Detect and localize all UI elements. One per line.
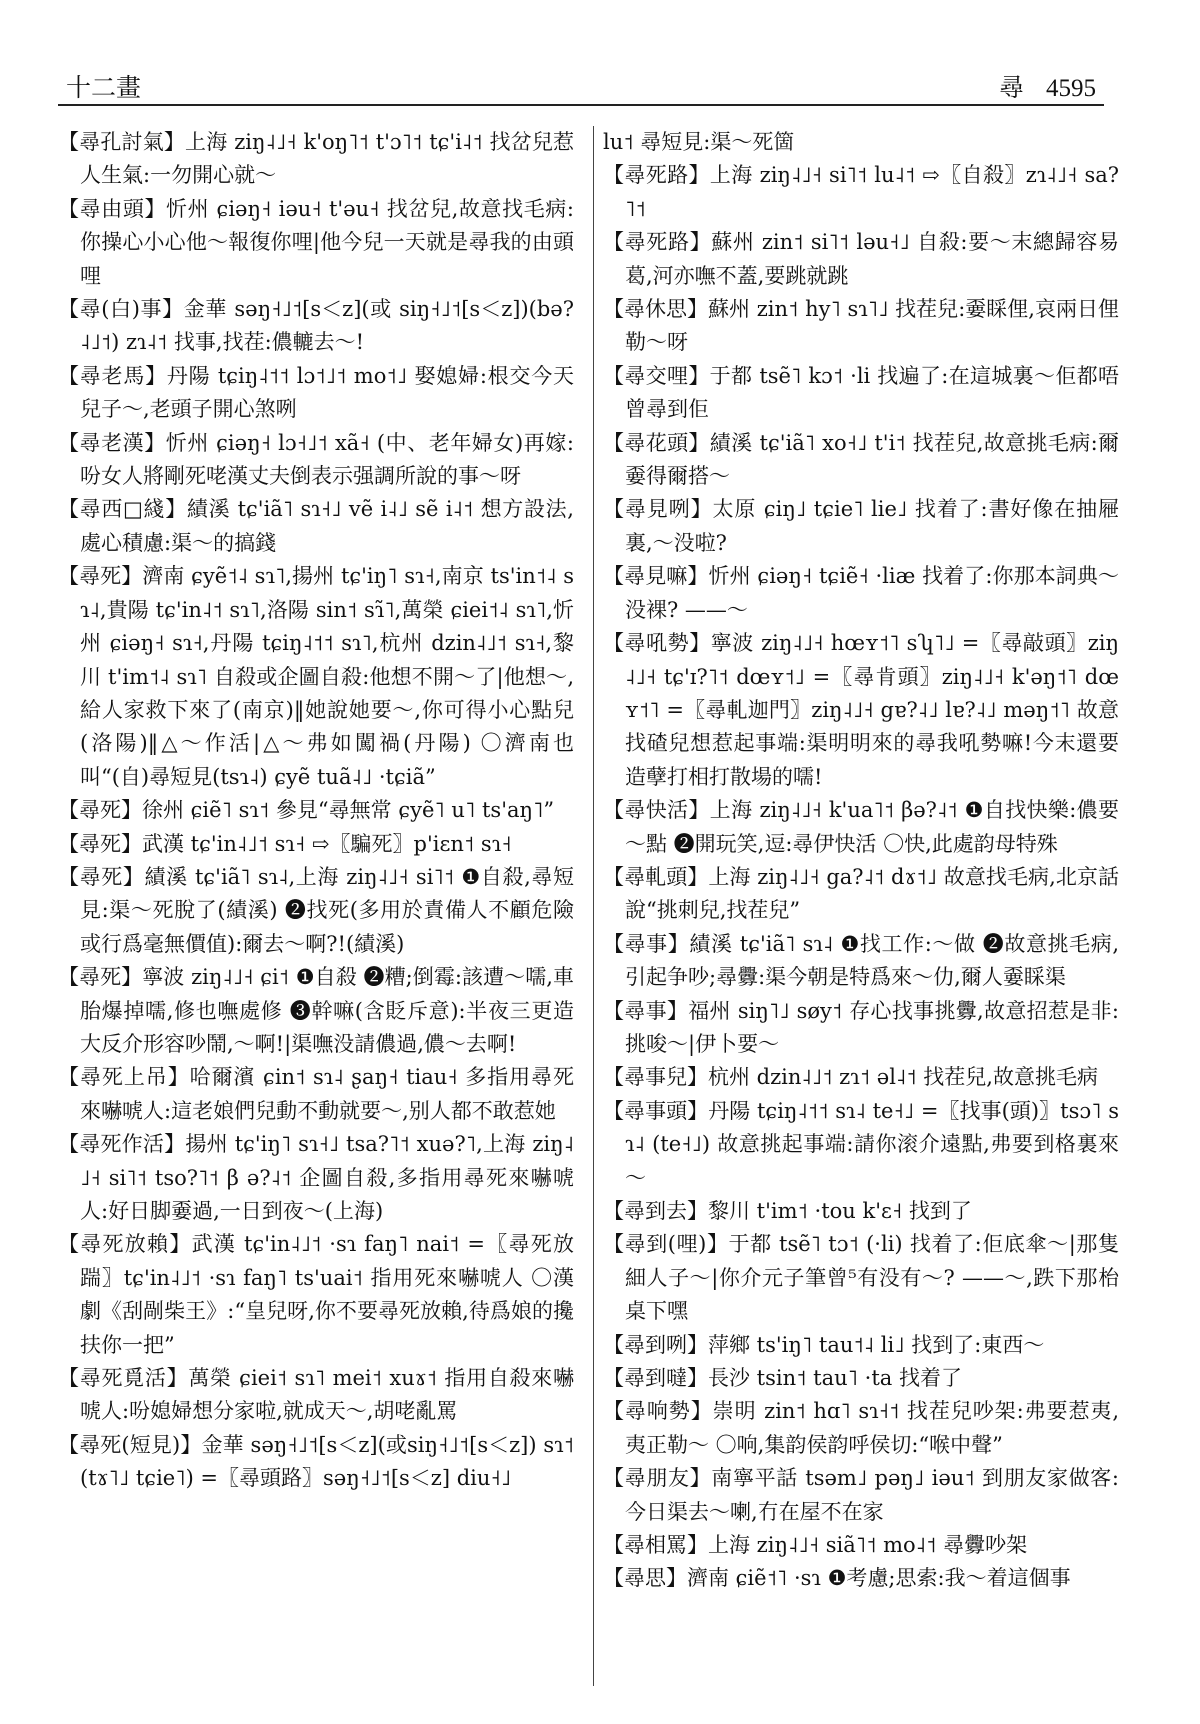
left-column xyxy=(58,126,574,1686)
dictionary-entry: 【尋事】福州 siŋ˥˩ søy˦ 存心找事挑釁,故意招惹是非:挑唆～|伊卜要～ xyxy=(603,998,1119,1056)
head-character: 尋 xyxy=(998,73,1024,102)
dictionary-entry: 【尋交哩】于都 tsẽ˥ kɔ˦ ·li 找遍了:在這城裏～佢都唔曾尋到佢 xyxy=(603,363,1119,422)
dictionary-entry: 【尋事兒】杭州 dzin˨˩˦ zɿ˦ əl˨˦ 找茬兒,故意挑毛病 xyxy=(603,1065,1098,1090)
dictionary-entry: 【尋死】武漢 tɕ'in˨˩˦ sɿ˧ ⇨〖騙死〗p'iɛn˦ sɿ˧ xyxy=(58,831,512,856)
dictionary-entry: 【尋見嘛】忻州 ɕiəŋ˧ tɕiẽ˧ ·liæ 找着了:你那本詞典～没裸? ——～ xyxy=(603,564,1119,622)
section-label: 十二畫 xyxy=(66,73,142,102)
dictionary-entry: 【尋死覓活】萬榮 ɕiei˦ sɿ˥ mei˦ xuɤ˦ 指用自殺來嚇唬人:吩媳婦想分家啦,就成天～,胡咾亂罵 xyxy=(58,1366,574,1424)
dictionary-entry: 【尋西□綫】績溪 tɕ'iã˥ sɿ˧˩ vẽ i˨˩ sẽ i˨˦ 想方設法,處心積慮:渠～的搞錢 xyxy=(58,497,574,555)
page-header xyxy=(58,60,1104,106)
dictionary-entry: 【尋由頭】忻州 ɕiəŋ˧ iəu˧ t'əu˧ 找岔兒,故意找毛病:你操心小心他～報復你哩|他今兒一天就是尋我的由頭哩 xyxy=(58,196,574,288)
dictionary-entry: 【尋死(短見)】金華 səŋ˧˩˦[s＜z](或siŋ˧˩˦[s＜z]) sɿ˦ (tɤ˥˩ tɕie˥) =〖尋頭路〗səŋ˧˩˦[s＜z] diu˧˩ xyxy=(58,1432,574,1491)
dictionary-entry: 【尋孔討氣】上海 ziŋ˨˩˧ k'oŋ˥˦ t'ɔ˥˦ tɕ'i˨˦ 找岔兒惹人生氣:一勿開心就～ xyxy=(58,130,574,188)
dictionary-entry: 【尋軋頭】上海 ziŋ˨˩˧ ga?˨˦ dɤ˦˩ 故意找毛病,北京話說“挑刺兒,找茬兒” xyxy=(603,864,1119,923)
dictionary-entry: 【尋到(哩)】于都 tsẽ˥ tɔ˦ (·li) 找着了:佢底傘～|那隻細人子～|你介元子筆曾⁵有没有～? ——～,跌下那枱桌下嘿 xyxy=(603,1232,1119,1324)
dictionary-entry: 【尋見咧】太原 ɕiŋ˩ tɕie˥ lie˩ 找着了:書好像在抽屜裏,～没啦? xyxy=(603,497,1119,555)
dictionary-entry: 【尋死路】蘇州 zin˦ si˥˦ ləu˧˩ 自殺:要～末總歸容易葛,河亦嘸不蓋,要跳就跳 xyxy=(603,230,1119,288)
dictionary-entry: 【尋事頭】丹陽 tɕiŋ˨˦˦ sɿ˨ te˧˩ =〖找事(頭)〗tsɔ˥ sɿ˨ (te˧˩) 故意挑起事端:請你滚介遠點,弗要到格裏來～ xyxy=(603,1098,1119,1190)
dictionary-entry: 【尋死】績溪 tɕ'iã˥ sɿ˨,上海 ziŋ˨˩˧ si˥˦ ❶自殺,尋短見:渠～死脫了(績溪) ❷找死(多用於責備人不顧危險或行爲毫無價值):爾去～啊?!(績溪) xyxy=(58,864,574,956)
dictionary-entry: 【尋(白)事】金華 səŋ˧˩˦[s＜z](或 siŋ˧˩˦[s＜z])(bə?˨˩˦) zɿ˨˦ 找事,找茬:儂轆去～! xyxy=(58,297,574,355)
page-id xyxy=(999,68,1096,104)
dictionary-entry: 【尋死上吊】哈爾濱 ɕin˦ sɿ˨ ʂaŋ˧ tiau˧ 多指用尋死來嚇唬人:這老娘們兒動不動就要～,别人都不敢惹她 xyxy=(58,1065,574,1123)
dictionary-entry: 【尋朋友】南寧平話 tsəm˩ pəŋ˩ iəu˦ 到朋友家做客:今日渠去～喇,冇在屋不在家 xyxy=(603,1466,1119,1524)
dictionary-entry: 【尋死路】上海 ziŋ˨˩˧ si˥˦ lu˨˦ ⇨〖自殺〗zɿ˨˩˧ sa?˥˦ xyxy=(603,163,1119,221)
dictionary-entry: 【尋死放賴】武漢 tɕ'in˨˩˦ ·sɿ faŋ˥ nai˦ =〖尋死放踹〗tɕ'in˨˩˦ ·sɿ faŋ˥ ts'uai˦ 指用死來嚇唬人 〇漢劇《刮剮柴王》:“皇兒呀,你不要尋死放賴,待爲娘的攙扶你一把” xyxy=(58,1232,574,1357)
dictionary-entry: 【尋到噠】長沙 tsin˦ tau˥ ·ta 找着了 xyxy=(603,1366,962,1391)
dictionary-entry: 【尋死作活】揚州 tɕ'iŋ˥ sɿ˧˩ tsa?˥˦ xuə?˥,上海 ziŋ˨˩˧ si˥˦ tso?˥˦ β ə?˨˦ 企圖自殺,多指用尋死來嚇唬人:好日脚嫑過,一日到夜～(上海) xyxy=(58,1132,574,1223)
dictionary-entry: 【尋花頭】績溪 tɕ'iã˥ xo˧˩ t'i˦ 找茬兒,故意挑毛病:爾嫑得爾搭～ xyxy=(603,430,1119,489)
dictionary-entry: 【尋老漢】忻州 ɕiəŋ˧ lɔ˧˩˦ xã˧ (中、老年婦女)再嫁:吩女人將剛死咾漢丈夫倒表示强調所說的事～呀 xyxy=(58,430,574,489)
dictionary-entry: lu˦ 尋短見:渠～死箇 xyxy=(603,130,795,154)
dictionary-entry: 【尋响勢】崇明 zin˦ hɑ˥ sɿ˧˦ 找茬兒吵架:弗要惹夷,夷正勒～ 〇响,集韵侯韵呼侯切:“喉中聲” xyxy=(603,1399,1119,1457)
dictionary-entry: 【尋到咧】萍鄉 ts'iŋ˥ tau˦˨ li˩ 找到了:東西～ xyxy=(603,1332,1045,1357)
dictionary-entry: 【尋快活】上海 ziŋ˨˩˧ k'ua˥˦ βə?˨˦ ❶自找快樂:儂要～點 ❷開玩笑,逗:尋伊快活 〇快,此處韵母特殊 xyxy=(603,798,1119,856)
dictionary-entry: 【尋老馬】丹陽 tɕiŋ˨˦˦ lɔ˦˩˦ mo˦˩ 娶媳婦:根交今天兒子～,老頭子開心煞咧 xyxy=(58,363,574,422)
dictionary-entry: 【尋思】濟南 ɕiẽ˦˥ ·sɿ ❶考慮;思索:我～着這個事 xyxy=(603,1566,1071,1591)
page-number: 4595 xyxy=(1046,75,1096,102)
dictionary-entry: 【尋休思】蘇州 zin˦ hy˥ sɿ˥˩ 找茬兒:嫑睬俚,哀兩日俚勒～呀 xyxy=(603,297,1119,355)
dictionary-entry: 【尋死】徐州 ɕiẽ˥ sɿ˦ 參見“尋無常 ɕyẽ˥ u˥ ts'aŋ˥” xyxy=(58,798,555,823)
dictionary-entry: 【尋吼勢】寧波 ziŋ˨˩˧ hœʏ˦˥ sʮ˥˩ =〖尋敲頭〗ziŋ˨˩˧ tɕ'ɪ?˥˦ dœʏ˦˩ =〖尋肯頭〗ziŋ˨˩˧ k'əŋ˦˥ dœʏ˦˥ =〖尋軋迦門〗ziŋ˨˩˧ gɐ?˨˩ lɐ?˨˩ məŋ˦˥ 故意找碴兒想惹起事端:渠明明來的尋我吼勢嘛!今末還要造孽打相打散場的嚅! xyxy=(603,631,1119,789)
right-column xyxy=(603,126,1119,1686)
dictionary-entry: 【尋死】寧波 ziŋ˨˩˧ ɕi˦ ❶自殺 ❷糟;倒霉:該遭～嚅,車胎爆掉嚅,修也嘸處修 ❸幹嘛(含貶斥意):半夜三更造大反介形容吵鬧,～啊!|渠嘸没請儂過,儂～去啊! xyxy=(58,965,574,1056)
dictionary-entry: 【尋到去】黎川 t'im˦ ·tou k'ɛ˧ 找到了 xyxy=(603,1199,972,1223)
dictionary-entry: 【尋死】濟南 ɕyẽ˦˨ sɿ˥,揚州 tɕ'iŋ˥ sɿ˧,南京 ts'in˦˨ sɿ˨,貴陽 tɕ'in˨˦ sɿ˥,洛陽 sin˦ sɿ̃˥,萬榮 ɕiei˦˨ sɿ˥,忻州 ɕiəŋ˧ sɿ˧,丹陽 tɕiŋ˨˦˦ sɿ˥,杭州 dzin˨˩˦ sɿ˧,黎川 t'im˦˨ sɿ˥ 自殺或企圖自殺:他想不開～了|他想～,給人家救下來了(南京)‖她說她要～,你可得小心點兒(洛陽)‖△～作活|△～弗如闖禍(丹陽) 〇濟南也叫“(自)尋短見(tsɿ˨) ɕyẽ tuã˨˩ ·tɕiã” xyxy=(58,564,574,789)
dictionary-entry: 【尋相罵】上海 ziŋ˨˩˧ siã˥˦ mo˨˦ 尋釁吵架 xyxy=(603,1533,1028,1558)
column-divider xyxy=(593,126,594,1686)
dictionary-entry: 【尋事】績溪 tɕ'iã˥ sɿ˨ ❶找工作:～做 ❷故意挑毛病,引起争吵;尋釁:渠今朝是特爲來～仂,爾人嫑睬渠 xyxy=(603,931,1119,990)
